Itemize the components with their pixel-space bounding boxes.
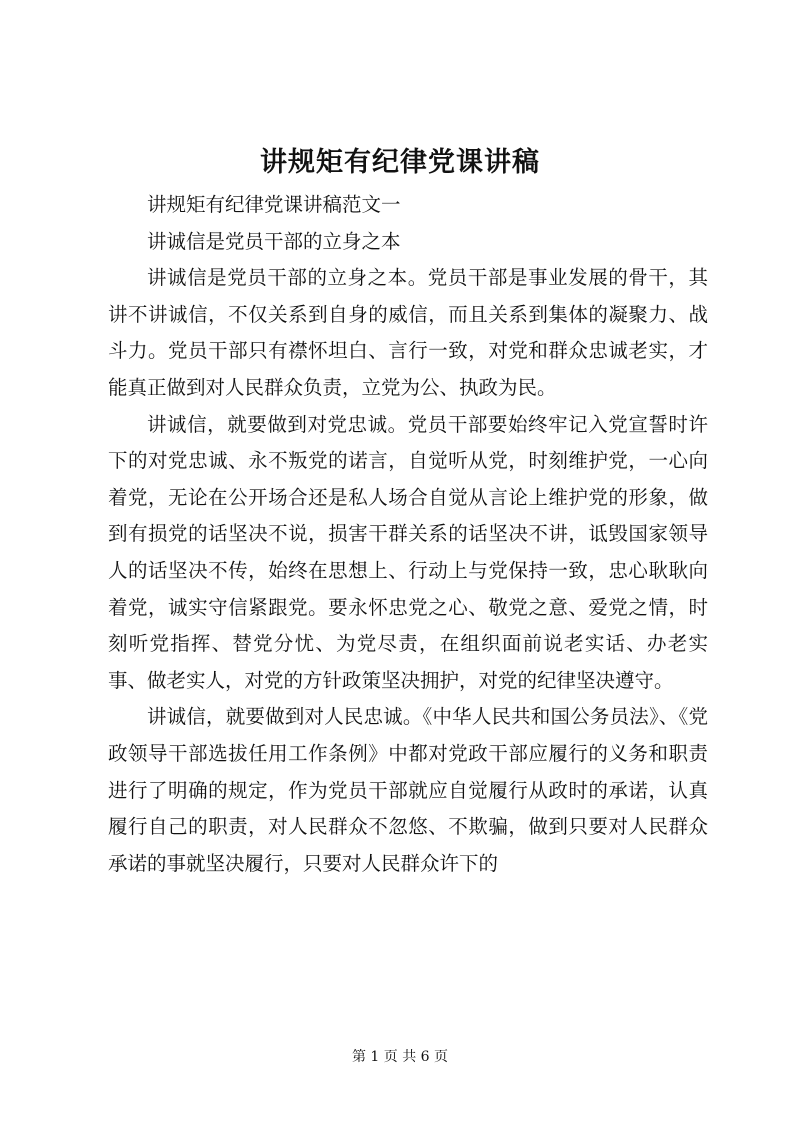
- paragraph: 讲诚信，就要做到对党忠诚。党员干部要始终牢记入党宣誓时许下的对党忠诚、永不叛党的诺言，自觉听从党，时刻维护党，一心向着党，无论在公开场合还是私人场合自觉从言论上维护党的形象，做到有损党的话坚决不说，损害干群关系的话坚决不讲，诋毁国家领导人的话坚决不传，始终在思想上、行动上与党保持一致，忠心耿耿向着党，诚实守信紧跟党。要永怀忠党之心、敬党之意、爱党之情，时刻听党指挥、替党分忧、为党尽责，在组织面前说老实话、办老实事、做老实人，对党的方针政策坚决拥护，对党的纪律坚决遵守。: [108, 412, 708, 692]
- document-body: [108, 187, 708, 882]
- paragraph-subtitle: 讲规矩有纪律党课讲稿范文一: [147, 193, 401, 216]
- paragraph: 讲诚信是党员干部的立身之本。党员干部是事业发展的骨干，其讲不讲诚信，不仅关系到自身的威信，而且关系到集体的凝聚力、战斗力。党员干部只有襟怀坦白、言行一致，对党和群众忠诚老实，才能真正做到对人民群众负责，立党为公、执政为民。: [108, 266, 708, 399]
- paragraph-heading: 讲诚信是党员干部的立身之本: [147, 229, 401, 253]
- paragraph: 讲诚信，就要做到对人民忠诚。《中华人民共和国公务员法》、《党政领导干部选拔任用工作条例》中都对党政干部应履行的义务和职责进行了明确的规定，作为党员干部就应自觉履行从政时的承诺，认真履行自己的职责，对人民群众不忽悠、不欺骗，做到只要对人民群众承诺的事就坚决履行，只要对人民群众许下的: [108, 705, 708, 875]
- document-title: 讲规矩有纪律党课讲稿: [260, 147, 540, 178]
- page-number-footer: 第 1 页 共 6 页: [351, 1049, 449, 1065]
